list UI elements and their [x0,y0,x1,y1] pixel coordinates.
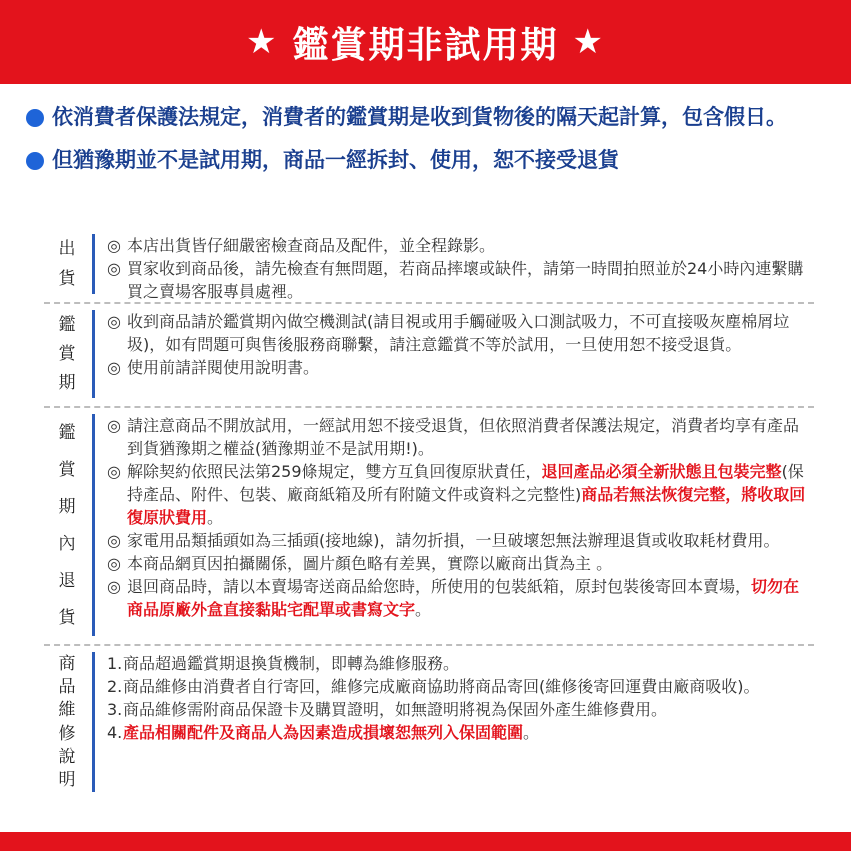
section-body [95,310,814,398]
highlight-text: 產品相關配件及商品人為因素造成損壞恕無列入保固範圍 [123,723,524,742]
list-item: ◎ 請注意商品不開放試用，一經試用恕不接受退貨，但依照消費者保護法規定，消費者均享有產品到貨猶豫期之權益(猶豫期並不是試用期!)。 [107,416,800,458]
list-item: ◎ 本商品網頁因拍攝關係，圖片顏色略有差異，實際以廠商出貨為主 。 [107,554,613,573]
title-banner [0,0,851,84]
list-item: ◎ 家電用品類插頭如為三插頭(接地線)，請勿折損，一旦破壞恕無法辦理退貨或收取耗材費用。 [107,531,780,550]
bullet-dot-icon [26,109,44,127]
section-label: 商 品 維 修 說 明 [44,652,95,792]
list-item: ◎ 收到商品請於鑑賞期內做空機測試(請目視或用手觸碰吸入口測試吸力，不可直接吸灰塵棉屑垃圾)，如有問題可與售後服務商聯繫，請注意鑑賞不等於試用，一旦使用恕不接受退貨。 [107,312,790,354]
list-item: 3. 商品維修需附商品保證卡及購買證明，如無證明將視為保固外產生維修費用。 [107,700,668,719]
section-body [95,414,814,636]
section-body [95,234,814,301]
section-label: 鑑 賞 期 內 退 貨 [44,414,95,636]
list-item: ◎ 退回商品時，請以本賣場寄送商品給您時，所使用的包裝紙箱，原封包裝後寄回本賣場，切勿在商品原廠外盒直接黏貼宅配單或書寫文字。 [107,577,800,619]
list-item: 4. 產品相關配件及商品人為因素造成損壞恕無列入保固範圍。 [107,723,540,742]
bullet-dot-icon [26,152,44,170]
list-item: 1. 商品超過鑑賞期退換貨機制，即轉為維修服務。 [107,654,460,673]
section-shipping [44,228,814,302]
section-warranty [44,644,814,800]
note-text: 但猶豫期並不是試用期，商品一經拆封、使用，恕不接受退貨 [52,148,619,172]
highlight-text: 切勿在商品原廠外盒直接黏貼宅配單或書寫文字 [127,577,800,619]
section-returns [44,406,814,644]
key-notes [26,102,826,188]
section-body [95,652,814,792]
star-icon: ★ [246,22,279,62]
policy-sections [44,228,814,800]
note-item [26,145,826,176]
section-label: 出 貨 [44,234,95,294]
star-icon: ★ [572,22,605,62]
section-appreciation-period [44,302,814,406]
list-item: ◎ 本店出貨皆仔細嚴密檢查商品及配件，並全程錄影。 [107,236,496,255]
note-text: 依消費者保護法規定，消費者的鑑賞期是收到貨物後的隔天起計算，包含假日。 [52,105,787,129]
list-item: ◎ 買家收到商品後，請先檢查有無問題，若商品摔壞或缺件，請第一時間拍照並於24小時內連繫購買之賣場客服專員處裡。 [107,259,804,301]
list-item: 2. 商品維修由消費者自行寄回，維修完成廠商協助將商品寄回(維修後寄回運費由廠商吸收)。 [107,677,760,696]
highlight-text: 商品若無法恢復完整，將收取回復原狀費用 [127,485,806,527]
highlight-text: 退回產品必須全新狀態且包裝完整 [541,462,782,481]
note-item [26,102,826,133]
bottom-bar [0,832,851,851]
list-item: ◎ 解除契約依照民法第259條規定，雙方互負回復原狀責任，退回產品必須全新狀態且包裝完整(保持產品、附件、包裝、廠商紙箱及所有附隨文件或資料之完整性)商品若無法恢復完整，將收取回復原狀費用。 [107,462,806,527]
banner-title: 鑑賞期非試用期 [292,24,559,66]
list-item: ◎ 使用前請詳閱使用說明書。 [107,358,320,377]
section-label: 鑑 賞 期 [44,310,95,398]
